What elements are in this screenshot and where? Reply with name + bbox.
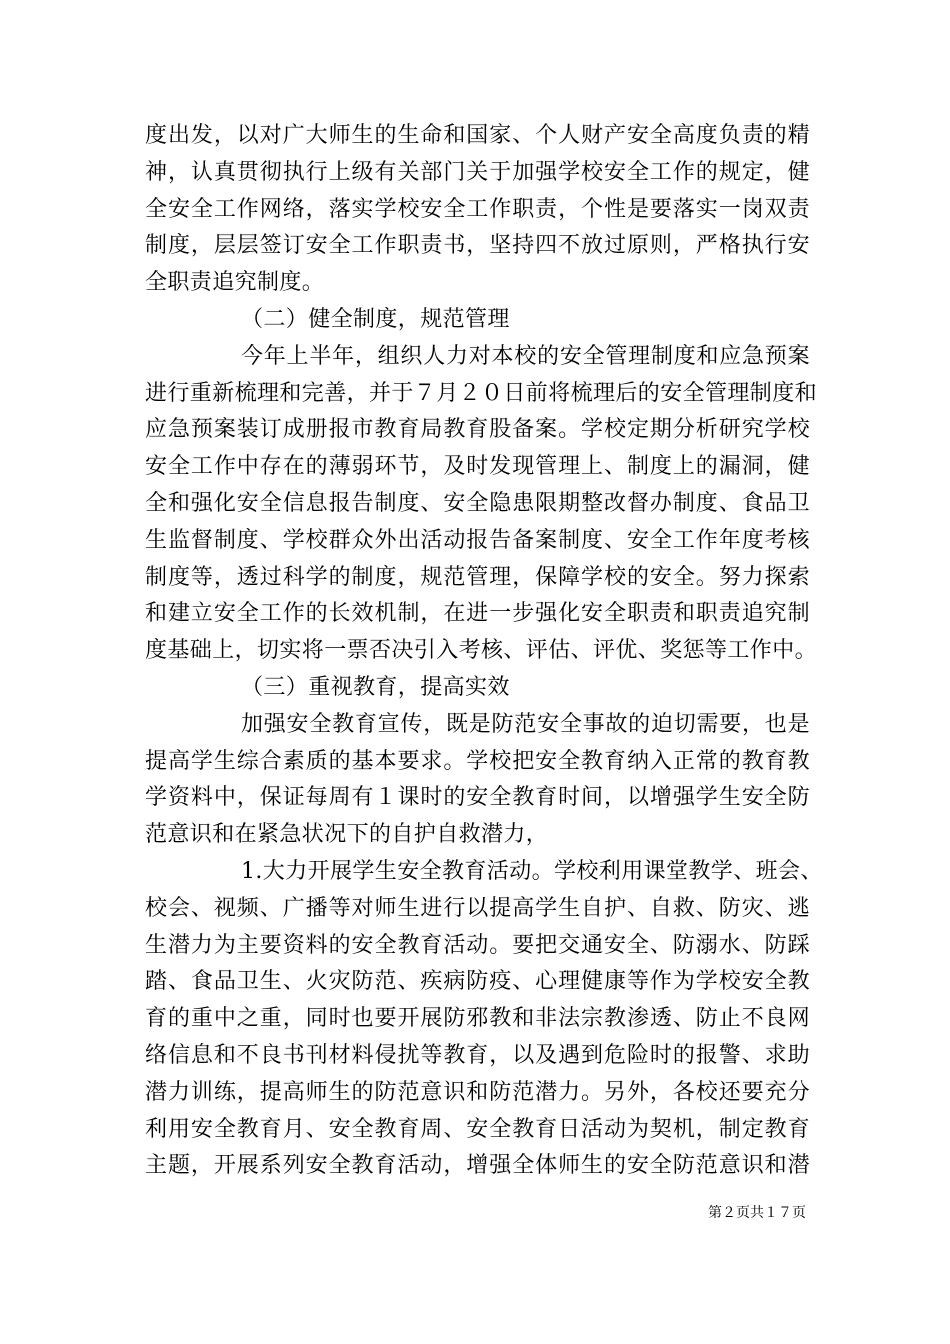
text-line: 潜力训练，提高师生的防范意识和防范潜力。另外，各校还要充分 <box>145 1079 810 1105</box>
text-line: 制度，层层签订安全工作职责书，坚持四不放过原则，严格执行安 <box>145 233 810 259</box>
text-line: 生潜力为主要资料的安全教育活动。要把交通安全、防溺水、防踩 <box>145 932 810 958</box>
text-line: 范意识和在紧急状况下的自护自救潜力， <box>145 822 549 848</box>
text-line: 育的重中之重，同时也要开展防邪教和非法宗教渗透、防止不良网 <box>145 1006 810 1032</box>
text-line: 踏、食品卫生、火灾防范、疾病防疫、心理健康等作为学校安全教 <box>145 969 810 995</box>
text-line: 度出发，以对广大师生的生命和国家、个人财产安全高度负责的精 <box>145 123 810 148</box>
text-line: 学资料中，保证每周有１课时的安全教育时间，以增强学生安全防 <box>145 785 810 811</box>
text-line: 利用安全教育月、安全教育周、安全教育日活动为契机，制定教育 <box>145 1116 810 1142</box>
text-line: 主题，开展系列安全教育活动，增强全体师生的安全防范意识和潜 <box>145 1153 810 1179</box>
text-line: 提高学生综合素质的基本要求。学校把安全教育纳入正常的教育教 <box>145 748 810 774</box>
text-line: 络信息和不良书刊材料侵扰等教育，以及遇到危险时的报警、求助 <box>145 1042 810 1068</box>
text-line: 制度等，透过科学的制度，规范管理，保障学校的安全。努力探索 <box>145 564 810 590</box>
text-line: 今年上半年，组织人力对本校的安全管理制度和应急预案 <box>241 343 810 369</box>
text-line: 进行重新梳理和完善，并于７月２０日前将梳理后的安全管理制度和 <box>145 380 818 406</box>
text-line: 度基础上，切实将一票否决引入考核、评估、评优、奖惩等工作中。 <box>145 638 818 664</box>
body-text <box>145 118 823 1185</box>
text-line: 加强安全教育宣传，既是防范安全事故的迫切需要，也是 <box>241 711 810 737</box>
text-line: 1.大力开展学生安全教育活动。学校利用课堂教学、班会、 <box>241 858 823 884</box>
text-line: 安全工作中存在的薄弱环节，及时发现管理上、制度上的漏洞，健 <box>145 454 810 480</box>
text-line: 生监督制度、学校群众外出活动报告备案制度、安全工作年度考核 <box>145 527 810 553</box>
text-line: 校会、视频、广播等对师生进行以提高学生自护、自救、防灾、逃 <box>145 895 810 921</box>
section-heading: （二）健全制度，规范管理 <box>241 306 510 332</box>
text-line: 和建立安全工作的长效机制，在进一步强化安全职责和职责追究制 <box>145 601 810 627</box>
text-line: 全和强化安全信息报告制度、安全隐患限期整改督办制度、食品卫 <box>145 490 810 516</box>
text-line: 全安全工作网络，落实学校安全工作职责，个性是要落实一岗双责 <box>145 196 810 222</box>
text-line: 应急预案装订成册报市教育局教育股备案。学校定期分析研究学校 <box>145 417 810 443</box>
text-line: 全职责追究制度。 <box>145 270 325 296</box>
page-number-footer: 第２页共１７页 <box>708 1205 806 1221</box>
text-line: 神，认真贯彻执行上级有关部门关于加强学校安全工作的规定，健 <box>145 159 810 185</box>
section-heading: （三）重视教育，提高实效 <box>241 674 510 700</box>
